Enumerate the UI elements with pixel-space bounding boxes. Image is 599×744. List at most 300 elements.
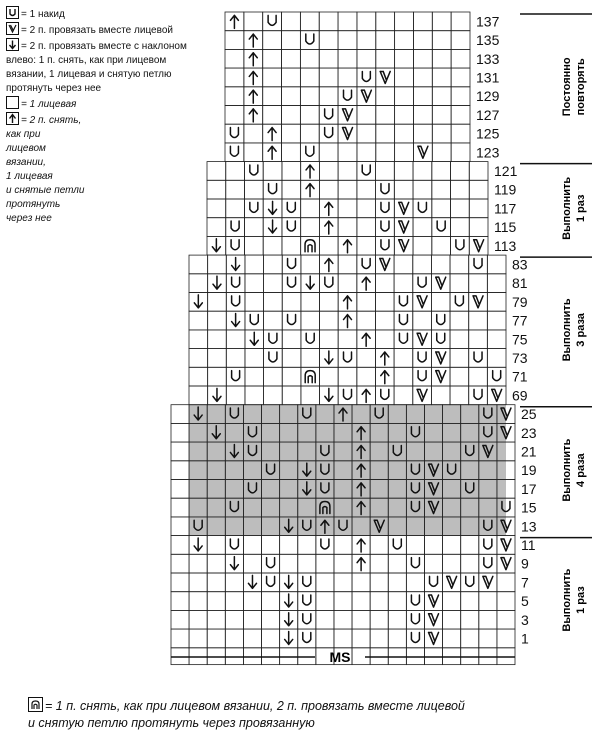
double-decrease-icon bbox=[249, 53, 257, 66]
knit-cell bbox=[443, 629, 461, 648]
knit-cell bbox=[298, 610, 316, 629]
knit-cell bbox=[432, 199, 451, 218]
double-decrease-icon bbox=[357, 539, 365, 552]
yo-icon bbox=[456, 240, 464, 250]
knit-cell bbox=[320, 330, 339, 349]
legend-skp-text-2: влево: 1 п. снять, как при лицевом bbox=[6, 55, 167, 66]
yo-icon bbox=[288, 277, 296, 287]
chart-row bbox=[189, 386, 528, 405]
chart-row bbox=[225, 106, 500, 125]
row-number: 71 bbox=[512, 368, 528, 385]
knit-cell bbox=[263, 87, 282, 106]
knit-cell bbox=[376, 87, 395, 106]
knit-cell bbox=[432, 106, 451, 125]
knit-cell bbox=[225, 124, 244, 143]
knit-cell bbox=[319, 68, 338, 87]
yo-icon bbox=[232, 371, 240, 381]
k2tog-icon bbox=[361, 90, 371, 102]
yo-icon bbox=[474, 389, 482, 399]
knit-cell bbox=[338, 199, 357, 218]
row-number: 121 bbox=[494, 162, 518, 179]
knit-cell bbox=[298, 648, 316, 665]
skp-icon bbox=[213, 388, 221, 401]
double-decrease-icon bbox=[362, 389, 370, 402]
knit-cell bbox=[357, 367, 376, 386]
k2tog-icon bbox=[343, 128, 353, 140]
knit-cell bbox=[469, 311, 488, 330]
knit-cell bbox=[207, 199, 226, 218]
knit-cell bbox=[243, 536, 261, 555]
knit-cell bbox=[413, 255, 432, 274]
knit-cell bbox=[370, 554, 388, 573]
knit-cell bbox=[394, 162, 413, 181]
knit-cell bbox=[226, 386, 245, 405]
knit-cell bbox=[301, 199, 320, 218]
knit-cell bbox=[225, 610, 243, 629]
double-decrease-icon bbox=[6, 112, 19, 125]
knit-cell bbox=[226, 367, 245, 386]
legend-k2tog-text: = 2 п. провязать вместе лицевой bbox=[21, 25, 173, 36]
knit-cell bbox=[395, 143, 414, 162]
k2tog-icon bbox=[483, 576, 493, 588]
knit-icon bbox=[6, 96, 19, 109]
knit-cell bbox=[395, 106, 414, 125]
knit-cell bbox=[413, 367, 432, 386]
knit-cell bbox=[469, 386, 488, 405]
sk2p-icon bbox=[305, 371, 315, 383]
chart-row bbox=[225, 87, 500, 106]
knit-cell bbox=[352, 592, 370, 611]
knit-cell bbox=[357, 31, 376, 50]
yo-icon bbox=[411, 614, 419, 624]
legend-dec-text-4: вязании, bbox=[6, 157, 46, 168]
knit-cell bbox=[431, 330, 450, 349]
knit-cell bbox=[432, 162, 451, 181]
knit-cell bbox=[424, 554, 442, 573]
row-number: 137 bbox=[476, 13, 500, 30]
knit-cell bbox=[189, 311, 208, 330]
knit-cell bbox=[319, 12, 338, 31]
knit-cell bbox=[451, 199, 470, 218]
knit-cell bbox=[319, 31, 338, 50]
row-number: 1 bbox=[521, 630, 529, 647]
knit-cell bbox=[298, 536, 316, 555]
k2tog-icon bbox=[436, 371, 446, 383]
knit-cell bbox=[376, 162, 395, 181]
knit-cell bbox=[300, 87, 319, 106]
knit-cell bbox=[357, 199, 376, 218]
section-label bbox=[561, 438, 587, 501]
knit-cell bbox=[394, 386, 413, 405]
row-number: 81 bbox=[512, 275, 528, 292]
knit-cell bbox=[376, 106, 395, 125]
knit-cell bbox=[226, 349, 245, 368]
knit-cell bbox=[406, 554, 424, 573]
knit-cell bbox=[189, 610, 207, 629]
knit-cell bbox=[226, 218, 245, 237]
knit-cell bbox=[189, 367, 208, 386]
knit-cell bbox=[406, 648, 424, 665]
chart-row bbox=[189, 367, 528, 386]
double-decrease-icon bbox=[249, 90, 257, 103]
knit-cell bbox=[262, 573, 280, 592]
knit-cell bbox=[338, 218, 357, 237]
chart-row bbox=[207, 236, 517, 255]
knit-cell bbox=[334, 536, 352, 555]
knit-cell bbox=[376, 49, 395, 68]
skp-icon bbox=[194, 538, 202, 551]
knit-cell bbox=[263, 236, 282, 255]
knit-cell bbox=[334, 629, 352, 648]
legend-skp bbox=[6, 38, 187, 54]
knit-cell bbox=[243, 648, 261, 665]
knit-cell bbox=[207, 554, 225, 573]
knit-cell bbox=[388, 536, 406, 555]
knit-cell bbox=[406, 536, 424, 555]
knit-cell bbox=[357, 162, 376, 181]
knit-cell bbox=[487, 311, 506, 330]
knit-cell bbox=[189, 386, 208, 405]
yo-icon bbox=[250, 202, 258, 212]
legend-knit bbox=[6, 96, 187, 112]
knit-cell bbox=[413, 49, 432, 68]
skp-icon bbox=[213, 276, 221, 289]
legend-dec-text-5: 1 лицевая bbox=[6, 171, 53, 182]
yo-icon bbox=[399, 296, 407, 306]
row-number: 23 bbox=[521, 424, 537, 441]
knit-cell bbox=[298, 573, 316, 592]
knit-cell bbox=[208, 330, 227, 349]
knit-cell bbox=[189, 554, 207, 573]
knit-cell bbox=[282, 330, 301, 349]
yo-icon bbox=[232, 277, 240, 287]
knit-cell bbox=[487, 330, 506, 349]
knit-cell bbox=[282, 12, 301, 31]
knit-cell bbox=[263, 180, 282, 199]
knit-cell bbox=[413, 162, 432, 181]
chart-row bbox=[225, 143, 500, 162]
knit-cell bbox=[451, 124, 470, 143]
knit-cell bbox=[370, 592, 388, 611]
knit-cell bbox=[413, 68, 432, 87]
yo-icon bbox=[484, 558, 492, 568]
knit-cell bbox=[357, 143, 376, 162]
knit-cell bbox=[280, 554, 298, 573]
skp-icon bbox=[250, 332, 258, 345]
knit-cell bbox=[352, 610, 370, 629]
knit-cell bbox=[424, 648, 442, 665]
legend-yo bbox=[6, 6, 187, 22]
knit-cell bbox=[245, 293, 264, 312]
knit-cell bbox=[394, 255, 413, 274]
yo-icon bbox=[455, 296, 463, 306]
knit-cell bbox=[469, 218, 488, 237]
double-decrease-icon bbox=[362, 277, 370, 290]
knit-cell bbox=[469, 330, 488, 349]
yo-icon bbox=[381, 221, 389, 231]
knit-cell bbox=[469, 349, 488, 368]
knit-cell bbox=[451, 31, 470, 50]
knit-cell bbox=[395, 12, 414, 31]
knit-cell bbox=[282, 236, 301, 255]
skp-icon bbox=[325, 351, 333, 364]
knit-cell bbox=[171, 461, 189, 480]
yo-icon bbox=[418, 277, 426, 287]
knit-cell bbox=[357, 180, 376, 199]
knit-cell bbox=[338, 330, 357, 349]
knit-cell bbox=[208, 367, 227, 386]
knit-cell bbox=[479, 648, 497, 665]
knit-cell bbox=[316, 592, 334, 611]
knit-cell bbox=[376, 218, 395, 237]
legend-dec-text-7: протянуть bbox=[6, 199, 61, 210]
legend bbox=[6, 6, 187, 226]
knit-cell bbox=[171, 554, 189, 573]
knit-cell bbox=[207, 218, 226, 237]
row-number: 21 bbox=[521, 443, 537, 460]
knit-cell bbox=[375, 274, 394, 293]
yo-icon bbox=[411, 558, 419, 568]
yo-icon bbox=[268, 15, 276, 25]
knit-cell bbox=[264, 386, 283, 405]
skp-icon bbox=[230, 557, 238, 570]
row-number: 123 bbox=[476, 144, 500, 161]
double-decrease-icon bbox=[344, 296, 352, 309]
sk2p-icon bbox=[28, 697, 43, 712]
knit-cell bbox=[357, 68, 376, 87]
yo-icon bbox=[6, 6, 19, 19]
knit-cell bbox=[208, 349, 227, 368]
yo-icon bbox=[232, 296, 240, 306]
knit-cell bbox=[479, 536, 497, 555]
row-number: 129 bbox=[476, 88, 500, 105]
knit-cell bbox=[244, 199, 263, 218]
knit-cell bbox=[262, 629, 280, 648]
knit-cell bbox=[431, 293, 450, 312]
yo-icon bbox=[306, 146, 314, 156]
chart-row bbox=[189, 311, 528, 330]
sk2p-icon bbox=[305, 240, 315, 252]
knit-cell bbox=[338, 12, 357, 31]
knit-cell bbox=[352, 648, 370, 665]
knit-cell bbox=[497, 592, 515, 611]
knit-cell bbox=[316, 610, 334, 629]
knit-cell bbox=[264, 274, 283, 293]
knit-cell bbox=[263, 68, 282, 87]
knit-cell bbox=[207, 162, 226, 181]
knit-cell bbox=[431, 386, 450, 405]
yo-icon bbox=[325, 277, 333, 287]
knit-cell bbox=[171, 517, 189, 536]
legend-dec-text-3: лицевом bbox=[6, 143, 46, 154]
legend-skp-text-4: протянуть через нее bbox=[6, 83, 102, 94]
chart-row bbox=[207, 199, 517, 218]
knit-cell bbox=[432, 236, 451, 255]
knit-cell bbox=[450, 255, 469, 274]
knit-cell bbox=[282, 124, 301, 143]
knit-cell bbox=[301, 386, 320, 405]
section-label-line-1: Выполнить bbox=[561, 176, 573, 240]
knit-cell bbox=[319, 162, 338, 181]
knit-cell bbox=[264, 311, 283, 330]
k2tog-icon bbox=[6, 22, 19, 35]
ms-label: MS bbox=[329, 649, 351, 665]
knit-cell bbox=[245, 349, 264, 368]
yo-icon bbox=[250, 165, 258, 175]
knit-cell bbox=[388, 592, 406, 611]
knit-cell bbox=[316, 629, 334, 648]
knit-cell bbox=[282, 87, 301, 106]
knit-cell bbox=[357, 106, 376, 125]
knit-cell bbox=[282, 274, 301, 293]
knit-cell bbox=[208, 255, 227, 274]
knit-cell bbox=[301, 330, 320, 349]
section-label bbox=[561, 57, 587, 116]
knit-cell bbox=[319, 236, 338, 255]
knit-cell bbox=[208, 293, 227, 312]
knit-cell bbox=[171, 610, 189, 629]
knit-cell bbox=[245, 367, 264, 386]
yo-icon bbox=[230, 146, 238, 156]
knit-cell bbox=[461, 554, 479, 573]
knit-cell bbox=[225, 573, 243, 592]
knit-cell bbox=[450, 386, 469, 405]
double-decrease-icon bbox=[325, 202, 333, 215]
knit-cell bbox=[263, 31, 282, 50]
legend-yo-text: = 1 накид bbox=[21, 9, 65, 20]
yo-icon bbox=[493, 371, 501, 381]
knit-cell bbox=[282, 106, 301, 125]
footnote-text-2: и снятую петлю протянуть через провязанную bbox=[28, 716, 315, 730]
knit-cell bbox=[394, 274, 413, 293]
knit-cell bbox=[300, 12, 319, 31]
yo-icon bbox=[437, 221, 445, 231]
row-number: 135 bbox=[476, 32, 500, 49]
knit-cell bbox=[432, 124, 451, 143]
chart-row bbox=[207, 162, 518, 181]
row-number: 7 bbox=[521, 574, 529, 591]
knit-cell bbox=[338, 31, 357, 50]
double-decrease-icon bbox=[306, 184, 314, 197]
knit-cell bbox=[413, 180, 432, 199]
knit-cell bbox=[413, 349, 432, 368]
knit-cell bbox=[244, 12, 263, 31]
knit-cell bbox=[424, 536, 442, 555]
knit-cell bbox=[282, 31, 301, 50]
knit-cell bbox=[244, 143, 263, 162]
section-label-line-2: 3 раза bbox=[575, 313, 587, 347]
knit-cell bbox=[189, 255, 208, 274]
yo-icon bbox=[344, 352, 352, 362]
knit-cell bbox=[469, 274, 488, 293]
knit-cell bbox=[450, 274, 469, 293]
knit-cell bbox=[171, 498, 189, 517]
row-number: 13 bbox=[521, 518, 537, 535]
knit-cell bbox=[243, 629, 261, 648]
knit-cell bbox=[225, 648, 243, 665]
yo-icon bbox=[418, 371, 426, 381]
knit-cell bbox=[357, 349, 376, 368]
knit-cell bbox=[334, 573, 352, 592]
knit-cell bbox=[497, 573, 515, 592]
knit-cell bbox=[370, 610, 388, 629]
knit-cell bbox=[443, 536, 461, 555]
legend-skp-text-3: вязании, 1 лицевая и снятую петлю bbox=[6, 69, 172, 80]
knit-cell bbox=[300, 68, 319, 87]
knit-cell bbox=[264, 330, 283, 349]
knit-cell bbox=[479, 554, 497, 573]
knit-cell bbox=[376, 124, 395, 143]
knit-cell bbox=[479, 610, 497, 629]
knit-cell bbox=[334, 610, 352, 629]
knit-cell bbox=[370, 536, 388, 555]
knit-cell bbox=[301, 218, 320, 237]
footnote-line-1 bbox=[28, 697, 588, 715]
knit-cell bbox=[432, 49, 451, 68]
knit-cell bbox=[431, 255, 450, 274]
knit-cell bbox=[245, 274, 264, 293]
yo-icon bbox=[230, 128, 238, 138]
knit-cell bbox=[395, 31, 414, 50]
knit-cell bbox=[479, 592, 497, 611]
knit-cell bbox=[388, 610, 406, 629]
skp-icon bbox=[285, 613, 293, 626]
knit-cell bbox=[244, 236, 263, 255]
knit-cell bbox=[171, 442, 189, 461]
chart-row bbox=[189, 349, 528, 368]
knit-cell bbox=[225, 143, 244, 162]
skp-icon bbox=[325, 388, 333, 401]
knit-cell bbox=[225, 31, 244, 50]
double-decrease-icon bbox=[325, 258, 333, 271]
k2tog-icon bbox=[417, 296, 427, 308]
row-number: 77 bbox=[512, 312, 528, 329]
k2tog-icon bbox=[343, 109, 353, 121]
k2tog-icon bbox=[399, 221, 409, 233]
yo-icon bbox=[411, 632, 419, 642]
row-number: 117 bbox=[494, 200, 517, 217]
k2tog-icon bbox=[417, 389, 427, 401]
knit-cell bbox=[300, 143, 319, 162]
double-decrease-icon bbox=[249, 34, 257, 47]
knit-cell bbox=[316, 536, 334, 555]
knit-cell bbox=[451, 180, 470, 199]
knit-cell bbox=[450, 293, 469, 312]
yo-icon bbox=[231, 240, 239, 250]
knit-cell bbox=[226, 180, 245, 199]
chart-row bbox=[189, 293, 528, 312]
yo-icon bbox=[325, 109, 333, 119]
knit-cell bbox=[370, 573, 388, 592]
knit-cell bbox=[338, 255, 357, 274]
knit-cell bbox=[395, 87, 414, 106]
knit-cell bbox=[375, 293, 394, 312]
knit-cell bbox=[443, 648, 461, 665]
knit-cell bbox=[461, 536, 479, 555]
knit-cell bbox=[370, 648, 388, 665]
knit-cell bbox=[207, 610, 225, 629]
knit-cell bbox=[497, 629, 515, 648]
yo-icon bbox=[399, 315, 407, 325]
row-number: 133 bbox=[476, 50, 500, 67]
knit-cell bbox=[487, 255, 506, 274]
knit-cell bbox=[443, 592, 461, 611]
row-number: 131 bbox=[476, 69, 500, 86]
yo-icon bbox=[344, 90, 352, 100]
knit-cell bbox=[357, 124, 376, 143]
knit-cell bbox=[282, 180, 301, 199]
knit-cell bbox=[282, 386, 301, 405]
